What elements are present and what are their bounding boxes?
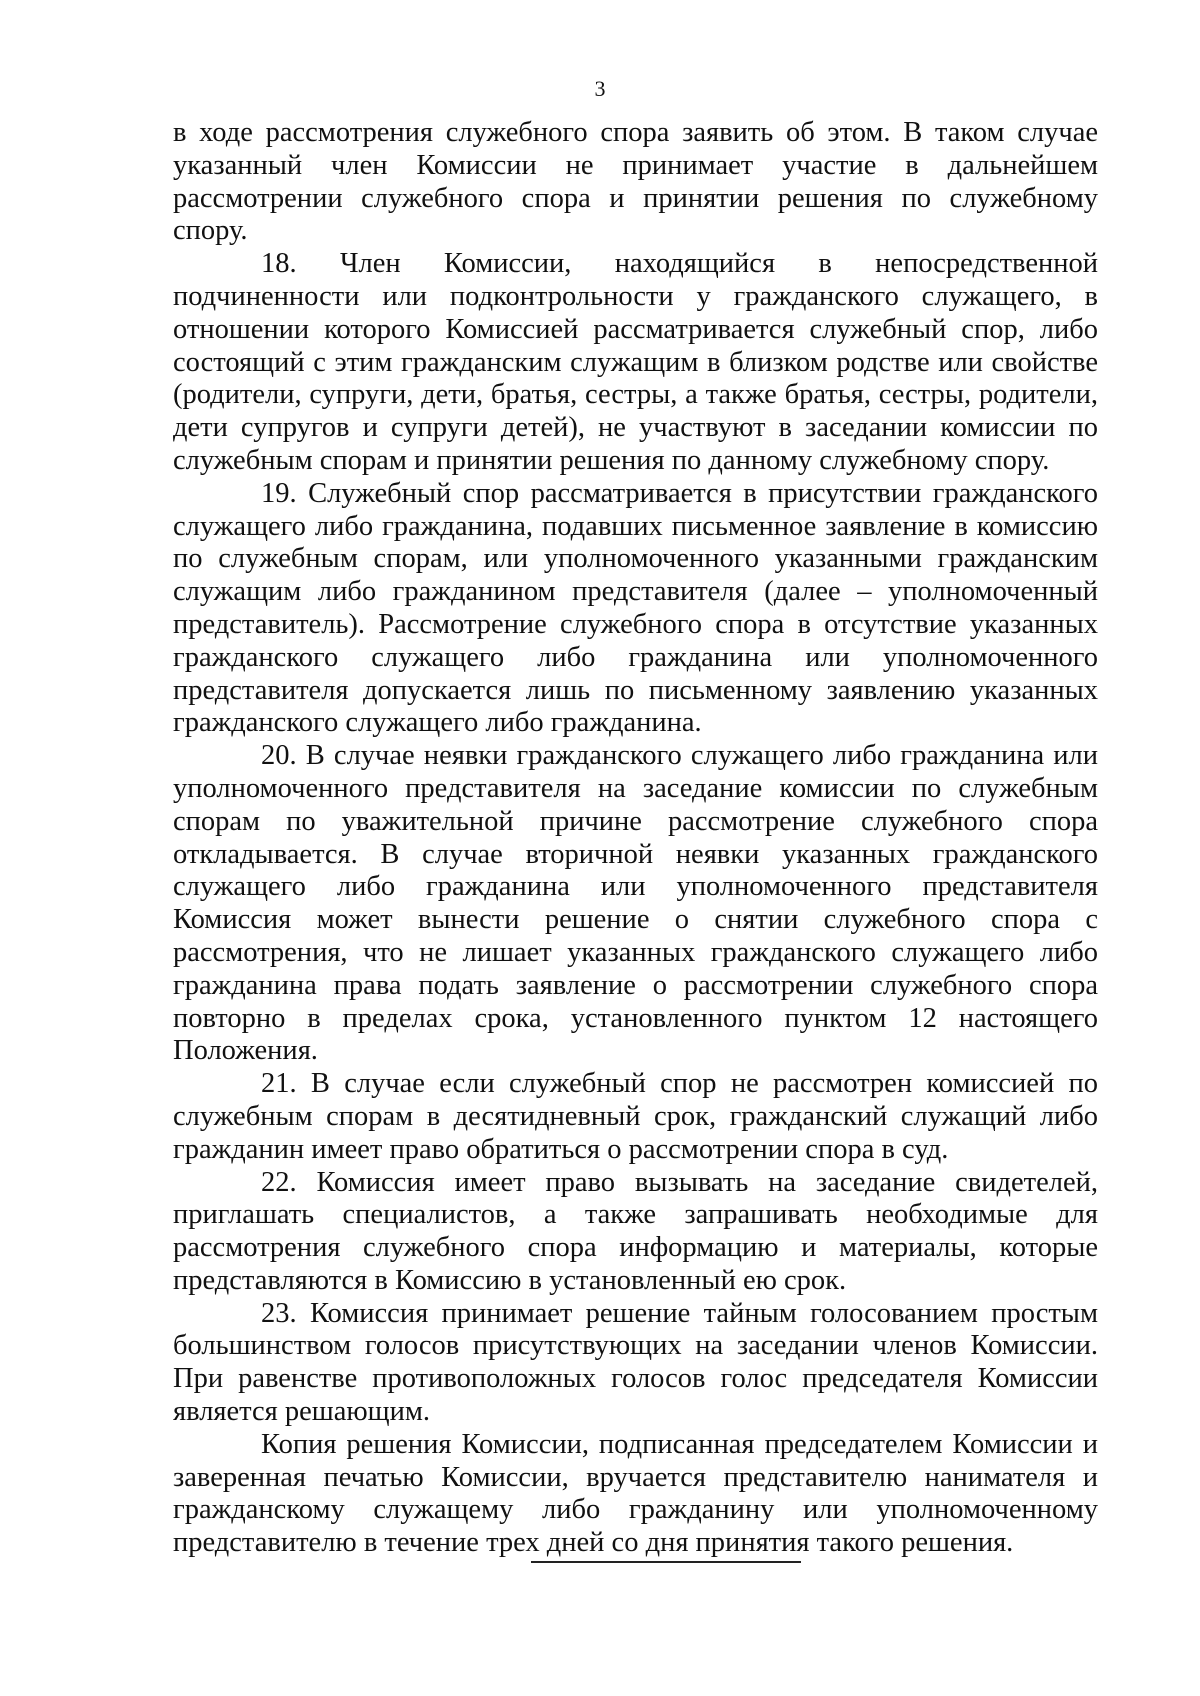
paragraph-item-21: 21. В случае если служебный спор не рассмотрен комиссией по служебным спорам в десятидневный срок, гражданский служащий либо гражданин имеет право обратиться о рассмотрении спора в суд.	[173, 1068, 1098, 1165]
paragraph-item-19: 19. Служебный спор рассматривается в присутствии гражданского служащего либо гражданина, подавших письменное заявление в комиссию по служебным спорам, или уполномоченного указанными гражданским служащим либо гражданином представителя (далее – уполномоченный представитель). Рассмотрение служебного спора в отсутствие указанных гражданского служащего либо гражданина или уполномоченного представителя допускается лишь по письменному заявлению указанных гражданского служащего либо гражданина.	[173, 477, 1098, 739]
closing-divider-line	[531, 1561, 801, 1563]
page-number: 3	[594, 76, 606, 101]
paragraph-item-22: 22. Комиссия имеет право вызывать на заседание свидетелей, приглашать специалистов, а также запрашивать необходимые для рассмотрения служебного спора информацию и материалы, которые представляются в Комиссию в установленный ею срок.	[173, 1166, 1098, 1296]
paragraph-item-18: 18. Член Комиссии, находящийся в непосредственной подчиненности или подконтрольности у гражданского служащего, в отношении которого Комиссией рассматривается служебный спор, либо состоящий с этим гражданским служащим в близком родстве или свойстве (родители, супруги, дети, братья, сестры, а также братья, сестры, родители, дети супругов и супруги детей), не участвуют в заседании комиссии по служебным спорам и принятии решения по данному служебному спору.	[173, 248, 1098, 476]
paragraph-continuation: в ходе рассмотрения служебного спора заявить об этом. В таком случае указанный член Комиссии не принимает участие в дальнейшем рассмотрении служебного спора и принятии решения по служебному спору.	[173, 117, 1098, 247]
document-body	[173, 117, 1098, 1560]
paragraph-item-23: 23. Комиссия принимает решение тайным голосованием простым большинством голосов присутствующих на заседании членов Комиссии. При равенстве противоположных голосов голос председателя Комиссии является решающим.	[173, 1297, 1098, 1428]
paragraph-item-20: 20. В случае неявки гражданского служащего либо гражданина или уполномоченного представителя на заседание комиссии по служебным спорам по уважительной причине рассмотрение служебного спора откладывается. В случае вторичной неявки указанных гражданского служащего либо гражданина или уполномоченного представителя Комиссия может вынести решение о снятии служебного спора с рассмотрения, что не лишает указанных гражданского служащего либо гражданина права подать заявление о рассмотрении служебного спора повторно в пределах срока, установленного пунктом 12 настоящего Положения.	[173, 740, 1098, 1067]
paragraph-decision-copy: Копия решения Комиссии, подписанная председателем Комиссии и заверенная печатью Комиссии, вручается представителю нанимателя и гражданскому служащему либо гражданину или уполномоченному представителю в течение трех дней со дня принятия такого решения.	[173, 1428, 1098, 1559]
